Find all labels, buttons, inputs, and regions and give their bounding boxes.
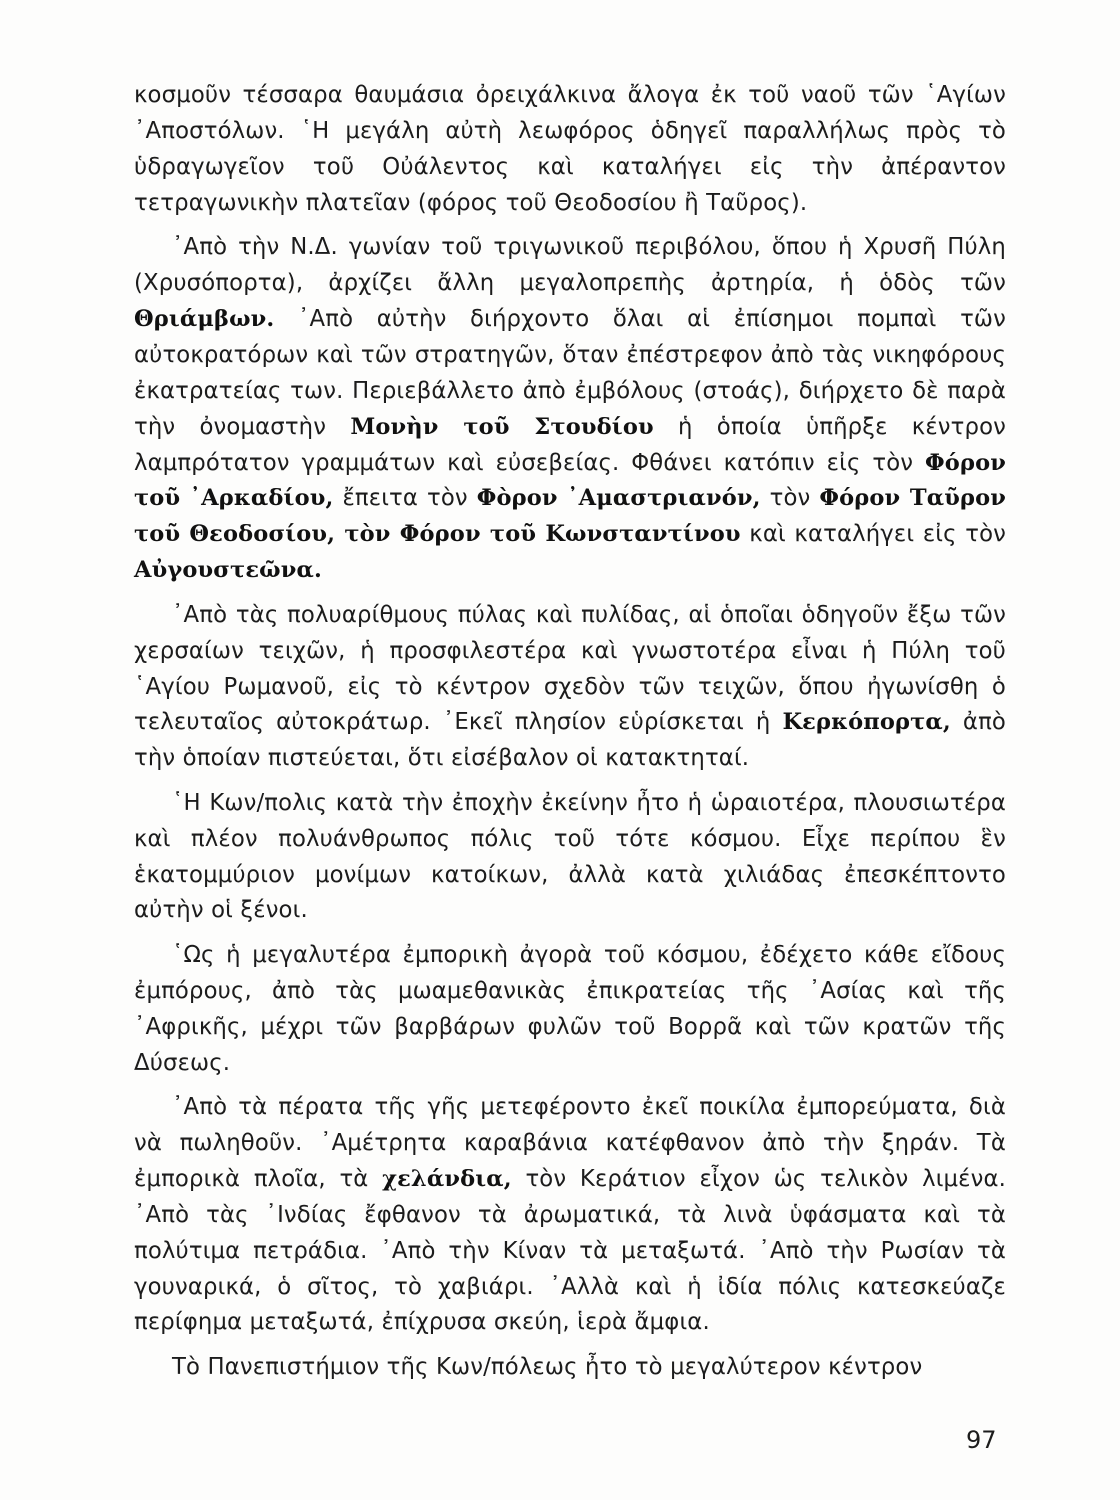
bold-term: Κερκόπορτα, [782, 709, 951, 736]
text-segment: ῾Η Κων/πολις κατὰ τὴν ἐποχὴν ἐκείνην ἦτο ἡ ὡραιοτέρα, πλουσιωτέρα καὶ πλέον πολυάνθρωπος πόλις τοῦ τότε κόσμου. Εἶχε περίπου ἓν ἑκατομμύριον μονίμων κατοίκων, ἀλλὰ κατὰ χιλιάδας ἐπεσκέπτοντο αὐτὴν οἱ ξένοι. [134, 789, 1006, 924]
bold-term: Φόρον Ταῦρον τοῦ Θεοδοσίου, τὸν Φόρον τοῦ Κωνσταντίνου [134, 485, 1006, 548]
bold-term: Θριάμβων. [134, 305, 275, 332]
paragraph [134, 598, 1006, 778]
text-segment: ἡ ὁποία ὑπῆρξε κέντρον λαμπρότατον γραμμάτων καὶ εὐσεβείας. Φθάνει κατόπιν εἰς τὸν [134, 413, 1006, 476]
text-segment: τὸν [760, 485, 820, 512]
bold-term: Μονὴν τοῦ Στουδίου [350, 413, 654, 440]
text-segment: ῾Ως ἡ μεγαλυτέρα ἐμπορικὴ ἀγορὰ τοῦ κόσμου, ἐδέχετο κάθε εἴδους ἐμπόρους, ἀπὸ τὰς μωαμεθανικὰς ἐπικρατείας τῆς ᾿Ασίας καὶ τῆς ᾿Αφρικῆς, μέχρι τῶν βαρβάρων φυλῶν τοῦ Βορρᾶ καὶ τῶν κρατῶν τῆς Δύσεως. [134, 941, 1006, 1076]
paragraph [134, 938, 1006, 1082]
body-text [134, 78, 1006, 1386]
bold-term: Φὸρον ᾿Αμαστριανόν, [476, 485, 761, 512]
page-number: 97 [966, 1426, 997, 1454]
paragraph [134, 1350, 1006, 1386]
bold-term: χελάνδια, [382, 1165, 512, 1192]
text-segment: ᾿Απὸ τὰς πολυαρίθμους πύλας καὶ πυλίδας, αἱ ὁποῖαι ὁδηγοῦν ἔξω τῶν χερσαίων τειχῶν, ἡ προσφιλεστέρα καὶ γνωστοτέρα εἶναι ἡ Πύλη τοῦ ῾Αγίου Ρωμανοῦ, εἰς τὸ κέντρον σχεδὸν τῶν τειχῶν, ὅπου ἠγωνίσθη ὁ τελευταῖος αὐτοκράτωρ. ᾿Εκεῖ πλησίον εὑρίσκεται ἡ [134, 601, 1006, 736]
paragraph [134, 786, 1006, 930]
text-segment: ᾿Απὸ τὰ πέρατα τῆς γῆς μετεφέροντο ἐκεῖ ποικίλα ἐμπορεύματα, διὰ νὰ πωληθοῦν. ᾿Αμέτρητα καραβάνια κατέφθανον ἀπὸ τὴν ξηράν. Τὰ ἐμπορικὰ πλοῖα, τὰ [134, 1093, 1006, 1192]
text-segment: Τὸ Πανεπιστήμιον τῆς Κων/πόλεως ἦτο τὸ μεγαλύτερον κέντρον [172, 1353, 923, 1380]
text-segment: καὶ καταλήγει εἰς τὸν [740, 521, 1007, 548]
text-segment: ᾿Απὸ τὴν Ν.Δ. γωνίαν τοῦ τριγωνικοῦ περιβόλου, ὅπου ἡ Χρυσῆ Πύλη (Χρυσόπορτα), ἀρχίζει ἄλλη μεγαλοπρεπὴς ἀρτηρία, ἡ ὁδὸς τῶν [134, 234, 1006, 297]
text-segment: ἀπὸ τὴν ὁποίαν πιστεύεται, ὅτι εἰσέβαλον οἱ κατακτηταί. [134, 709, 1006, 772]
bold-term: Αὐγουστεῶνα. [134, 557, 322, 584]
text-segment: ᾿Απὸ αὐτὴν διήρχοντο ὅλαι αἱ ἐπίσημοι πομπαὶ τῶν αὐτοκρατόρων καὶ τῶν στρατηγῶν, ὅταν ἐπέστρεφον ἀπὸ τὰς νικηφόρους ἐκατρατείας των. Περιεβάλλετο ἀπὸ ἐμβόλους (στοάς), διήρχετο δὲ παρὰ τὴν ὀνομαστὴν [134, 305, 1006, 440]
paragraph [134, 230, 1006, 589]
text-segment: ἔπειτα τὸν [333, 485, 477, 512]
bold-term: Φόρον τοῦ ᾿Αρκαδίου, [134, 449, 1006, 512]
paragraph [134, 1090, 1006, 1341]
paragraph [134, 78, 1006, 222]
text-segment: τὸν Κεράτιον εἶχον ὡς τελικὸν λιμένα. ᾿Απὸ τὰς ᾿Ινδίας ἔφθανον τὰ ἀρωματικά, τὰ λινὰ ὑφάσματα καὶ τὰ πολύτιμα πετράδια. ᾿Απὸ τὴν Κίναν τὰ μεταξωτά. ᾿Απὸ τὴν Ρωσίαν τὰ γουναρικά, ὁ σῖτος, τὸ χαβιάρι. ᾿Αλλὰ καὶ ἡ ἰδία πόλις κατεσκεύαζε περίφημα μεταξωτά, ἐπίχρυσα σκεύη, ἱερὰ ἄμφια. [134, 1165, 1006, 1336]
text-segment: κοσμοῦν τέσσαρα θαυμάσια ὀρειχάλκινα ἄλογα ἐκ τοῦ ναοῦ τῶν ῾Αγίων ᾿Αποστόλων. ῾Η μεγάλη αὐτὴ λεωφόρος ὁδηγεῖ παραλλήλως πρὸς τὸ ὑδραγωγεῖον τοῦ Οὐάλεντος καὶ καταλήγει εἰς τὴν ἀπέραντον τετραγωνικὴν πλατεῖαν (φόρος τοῦ Θεοδοσίου ἢ Ταῦρος). [134, 82, 1006, 216]
